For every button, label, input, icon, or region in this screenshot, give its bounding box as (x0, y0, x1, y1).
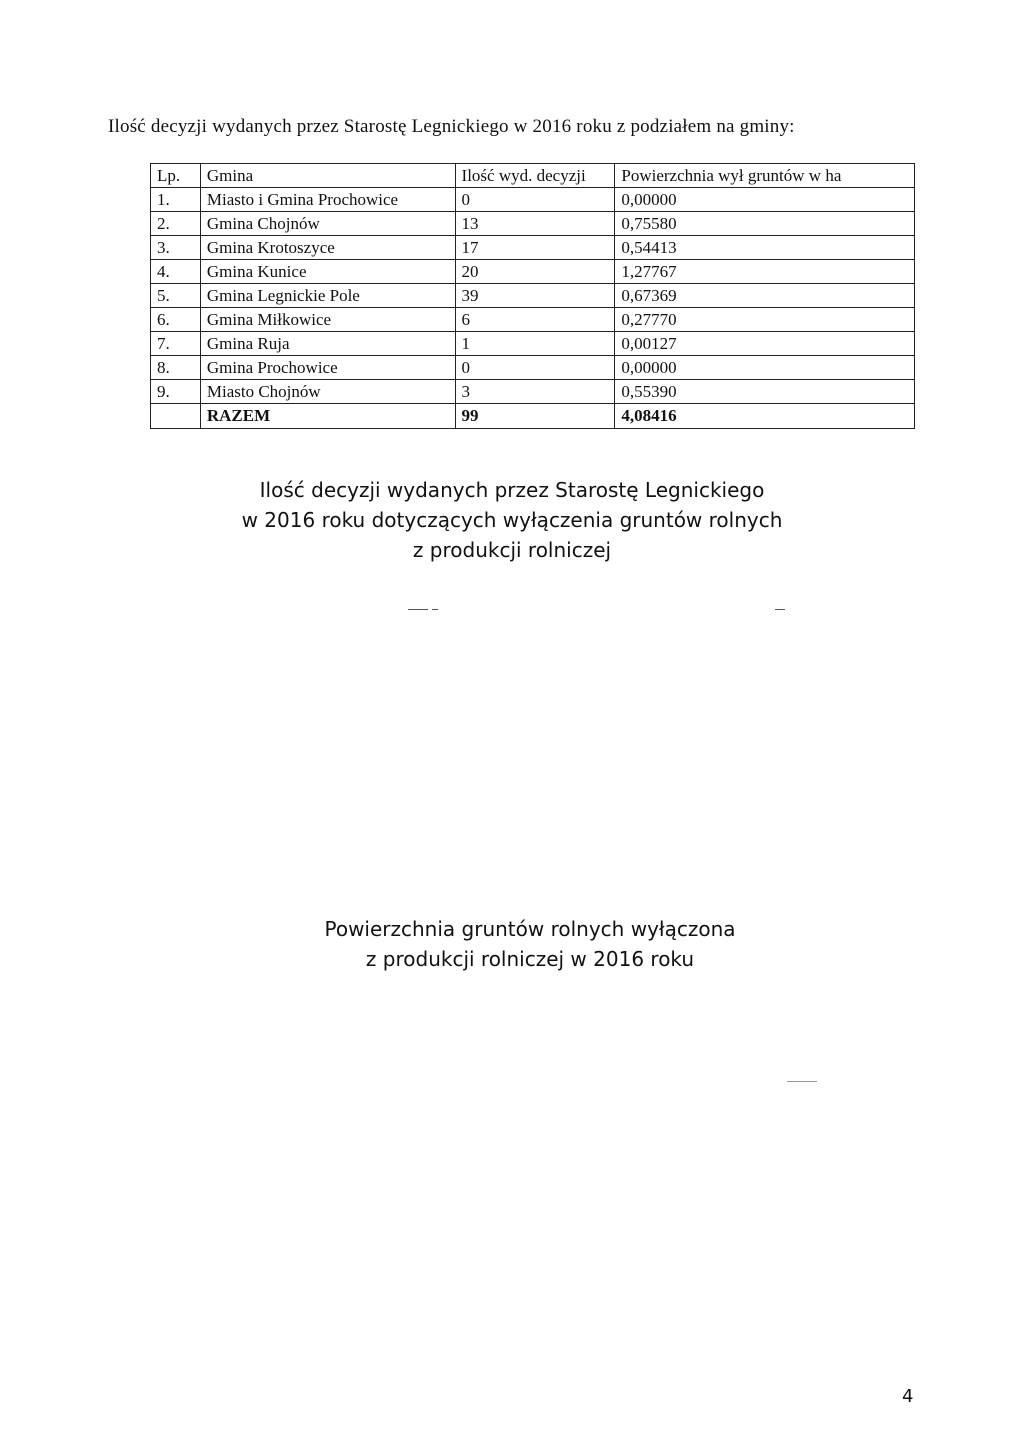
intro-text: Ilość decyzji wydanych przez Starostę Legnickiego w 2016 roku z podziałem na gminy: (108, 116, 795, 137)
header-decision-count: Ilość wyd. decyzji (455, 164, 615, 188)
scan-artifact-line (408, 609, 428, 610)
cell-lp: 5. (151, 284, 201, 308)
cell-gmina: Gmina Krotoszyce (200, 236, 455, 260)
page-number: 4 (902, 1386, 914, 1407)
cell-area: 0,75580 (615, 212, 915, 236)
scan-artifact-line (432, 609, 438, 610)
cell-decision-count: 6 (455, 308, 615, 332)
chart-title-line: Powierzchnia gruntów rolnych wyłączona (324, 917, 736, 941)
cell-decision-count: 17 (455, 236, 615, 260)
cell-area: 0,55390 (615, 380, 915, 404)
total-label: RAZEM (200, 404, 455, 429)
cell-lp: 2. (151, 212, 201, 236)
table-header-row (151, 164, 915, 188)
chart-title-decisions (0, 475, 1024, 565)
cell-decision-count: 3 (455, 380, 615, 404)
cell-lp: 6. (151, 308, 201, 332)
cell-gmina: Gmina Ruja (200, 332, 455, 356)
cell-decision-count: 39 (455, 284, 615, 308)
table-row (151, 356, 915, 380)
cell-lp: 8. (151, 356, 201, 380)
cell-gmina: Gmina Kunice (200, 260, 455, 284)
cell-gmina: Miasto i Gmina Prochowice (200, 188, 455, 212)
cell-decision-count: 0 (455, 188, 615, 212)
table-body (151, 188, 915, 429)
table-row (151, 284, 915, 308)
cell-gmina: Gmina Chojnów (200, 212, 455, 236)
cell-decision-count: 0 (455, 356, 615, 380)
cell-area: 0,27770 (615, 308, 915, 332)
header-lp: Lp. (151, 164, 201, 188)
table-row (151, 380, 915, 404)
cell-decision-count: 13 (455, 212, 615, 236)
table-row (151, 308, 915, 332)
table-row (151, 260, 915, 284)
cell-area: 0,67369 (615, 284, 915, 308)
table-row (151, 236, 915, 260)
cell-lp: 4. (151, 260, 201, 284)
cell-lp: 9. (151, 380, 201, 404)
chart-title-line: z produkcji rolniczej (412, 538, 612, 562)
cell-area: 0,00000 (615, 356, 915, 380)
cell-gmina: Gmina Prochowice (200, 356, 455, 380)
table-row (151, 188, 915, 212)
table-row (151, 332, 915, 356)
cell-lp: 7. (151, 332, 201, 356)
cell-lp: 3. (151, 236, 201, 260)
cell-decision-count: 20 (455, 260, 615, 284)
header-area: Powierzchnia wył gruntów w ha (615, 164, 915, 188)
cell-gmina: Gmina Miłkowice (200, 308, 455, 332)
scan-artifact-line (787, 1081, 817, 1082)
table-total-row (151, 404, 915, 429)
cell-decision-count: 1 (455, 332, 615, 356)
cell-lp: 1. (151, 188, 201, 212)
cell-gmina: Miasto Chojnów (200, 380, 455, 404)
table-row (151, 212, 915, 236)
cell-area: 0,00000 (615, 188, 915, 212)
total-area: 4,08416 (615, 404, 915, 429)
cell-area: 1,27767 (615, 260, 915, 284)
chart-title-line: z produkcji rolniczej w 2016 roku (365, 947, 695, 971)
total-decision-count: 99 (455, 404, 615, 429)
chart-title-line: Ilość decyzji wydanych przez Starostę Legnickiego (259, 478, 765, 502)
scan-artifact-line (775, 609, 785, 610)
cell-area: 0,00127 (615, 332, 915, 356)
cell-area: 0,54413 (615, 236, 915, 260)
chart-title-area (0, 914, 1024, 974)
header-gmina: Gmina (200, 164, 455, 188)
chart-title-line: w 2016 roku dotyczących wyłączenia gruntów rolnych (241, 508, 783, 532)
decisions-table (150, 163, 915, 429)
cell-gmina: Gmina Legnickie Pole (200, 284, 455, 308)
total-cell-lp (151, 404, 201, 429)
